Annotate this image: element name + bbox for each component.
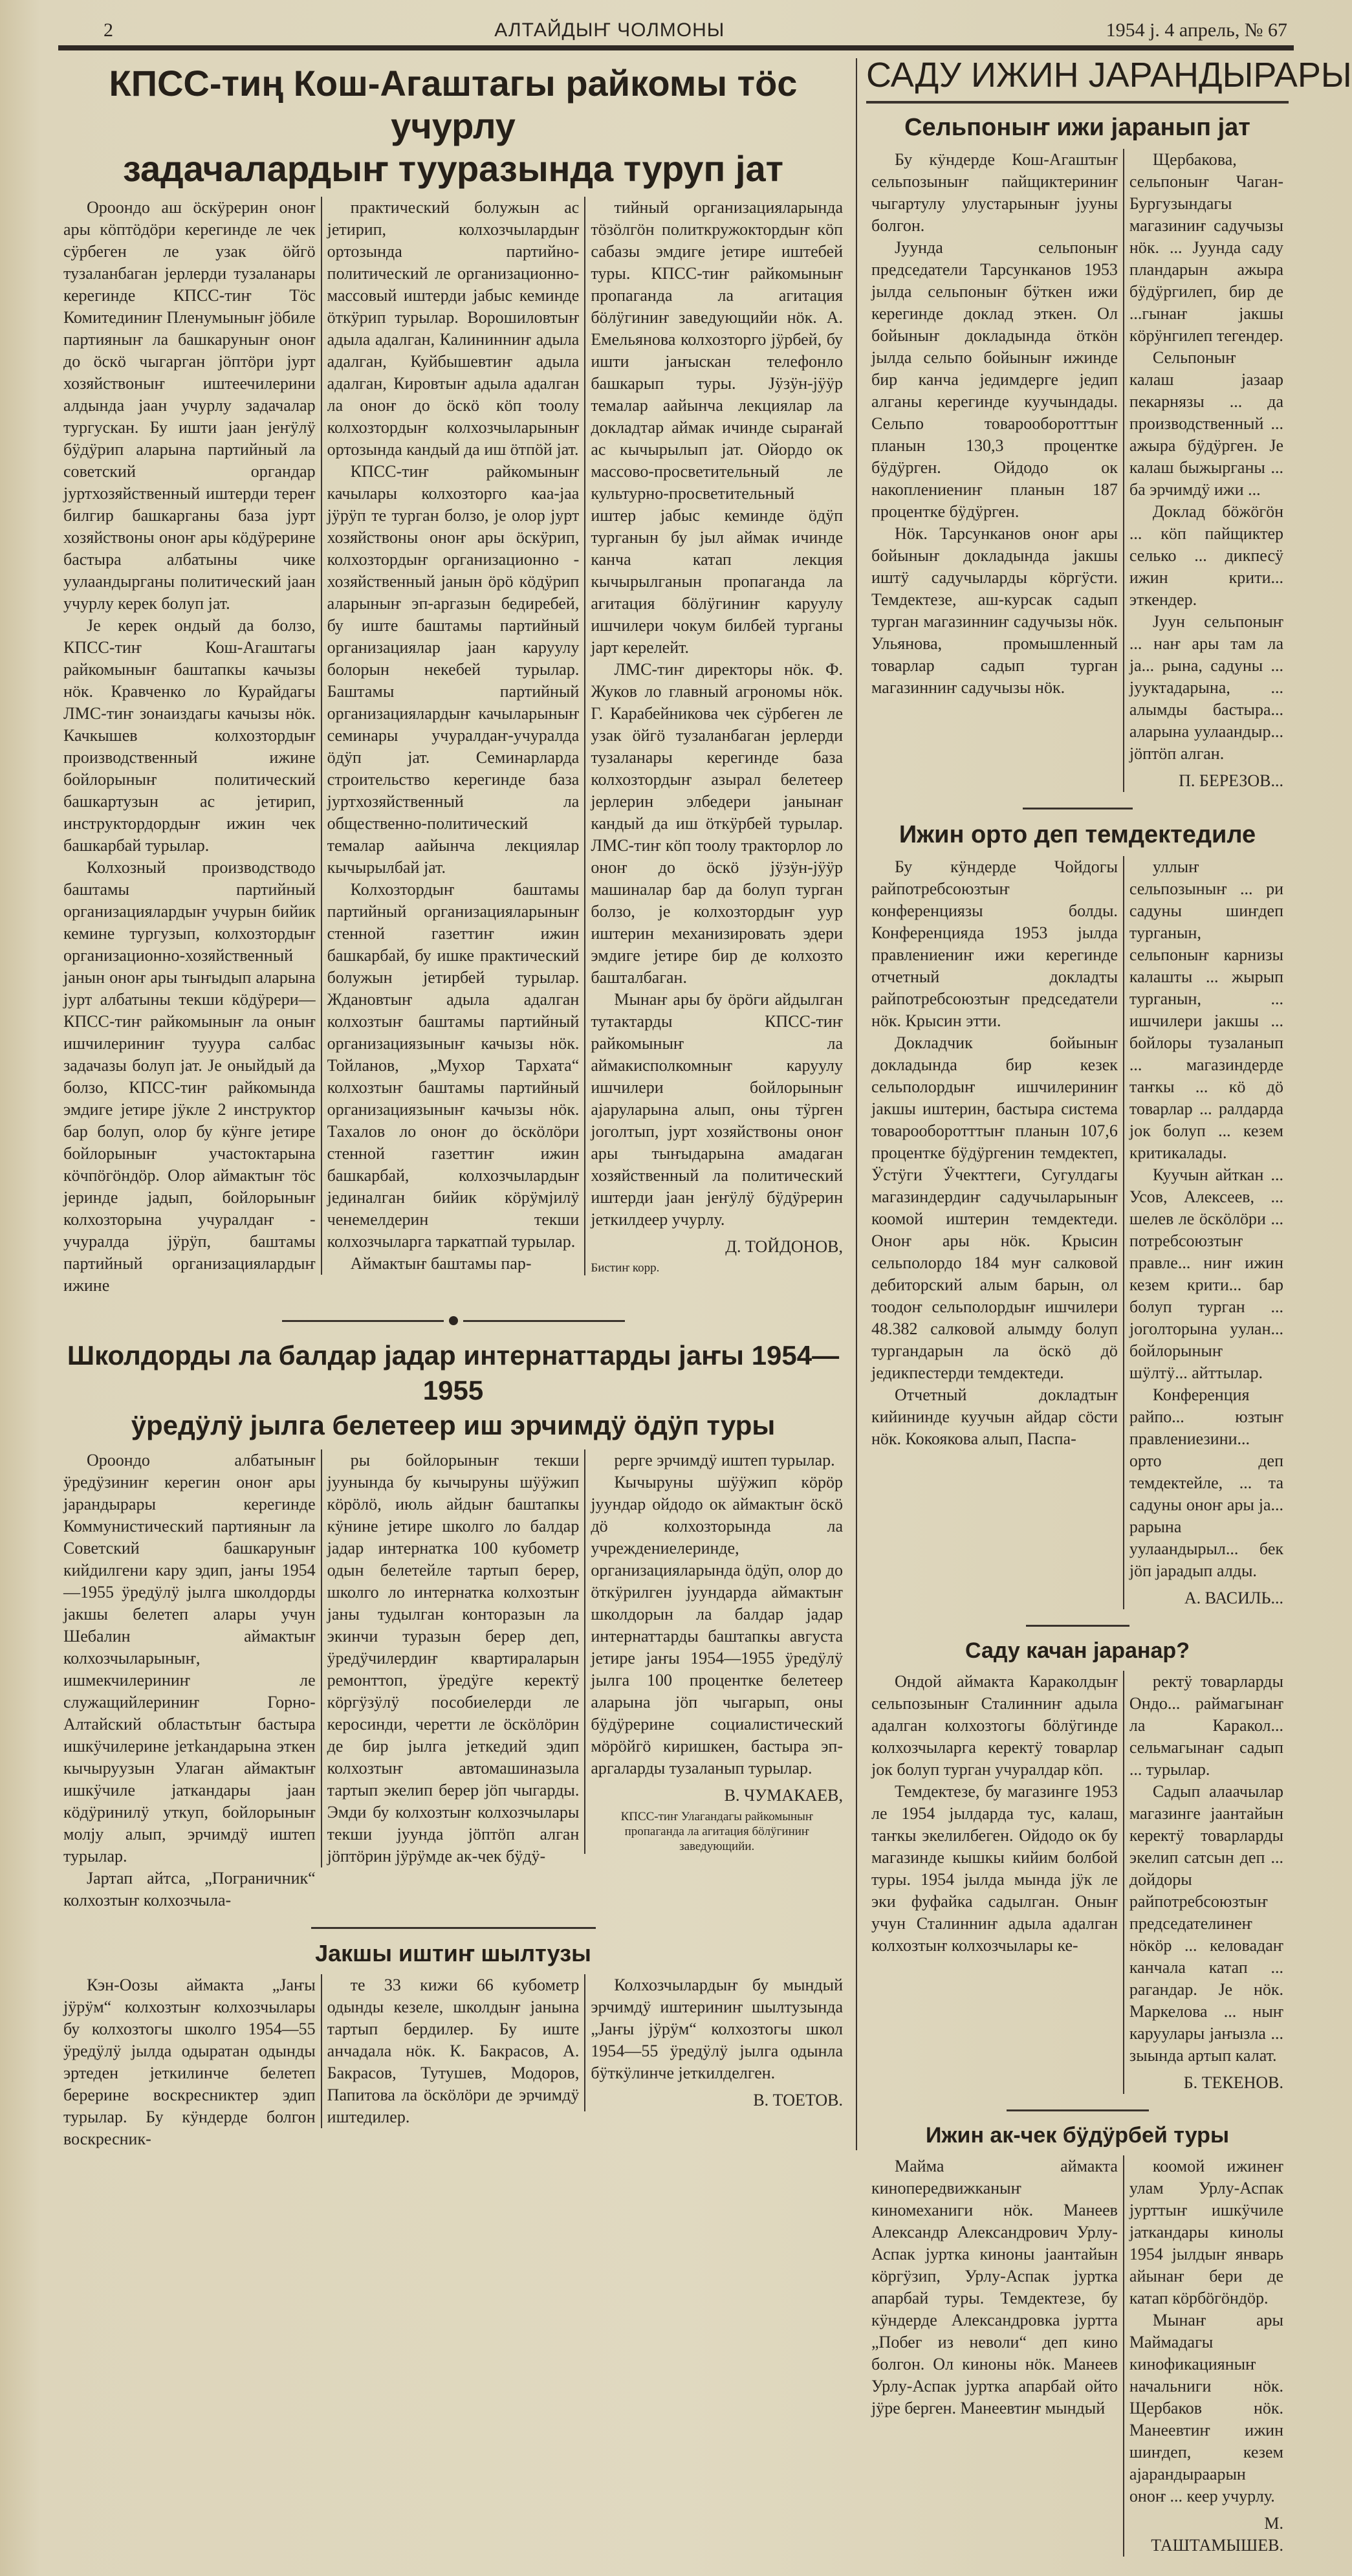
article1-column-1 xyxy=(58,197,321,1297)
right-a3-title: Саду качан јаранар? xyxy=(965,1638,1190,1663)
separator-rule xyxy=(311,1927,596,1929)
right-a1-author: П. БЕРЕЗОВ... xyxy=(1179,771,1283,790)
right-a2-author: А. ВАСИЛЬ... xyxy=(1184,1589,1283,1607)
paragraph: ректӱ товарларды Ондо... раймагынаҥ ла Каракол... сельмагынаҥ садып ... турылар. xyxy=(1129,1672,1283,1779)
paragraph: Бу кӱндерде Чойдогы райпотребсоюзтыҥ конференциязы болды. Конференцияда 1953 јылда правлениениҥ ижи керегинде отчетный докладты райпотребсоюзтыҥ председатели нӧк. Крысин этти. xyxy=(871,857,1118,1030)
article3-title: Јакшы иштиҥ шылтузы xyxy=(315,1940,591,1966)
right-a4-author: М. ТАШТАМЫШЕВ. xyxy=(1151,2514,1283,2555)
paragraph: Куучын айткан ... Усов, Алексеев, ... шелев ле ӧскӧлӧри ... потребсоюзтыҥ правле... ниҥ ижин кезем крити... бар болуп турган ... јоголторына уулан... бойлорыныҥ шӱлтӱ... айттылар. xyxy=(1129,1165,1283,1382)
right-a4-column-2-text xyxy=(1129,2155,1283,2507)
paragraph: Докладчик бойыныҥ докладында бир кезек сельполордыҥ ишчилериниҥ јакшы иштерин, бастыра система товарооборотттыҥ планын 107,6 процентке бӱдӱргенин темдектеп, Ӱстӱги Ӱчекттеги, Сугулдагы магазиндердиҥ садучыларыныҥ коомой иштерин темдектеди. Оноҥ ары нӧк. Крысин сельполордо 184 муҥ салковой дебиторский алым барын, ол тоодоҥ сельполордыҥ ишчилери 48.382 салковой алымду болуп тургандарын ла ӧскӧ дӧ једикпестерди темдектеди. xyxy=(871,1033,1118,1382)
article3-column-2 xyxy=(321,1974,585,2128)
article3-column-1 xyxy=(58,1974,321,2150)
right-a1-column-1 xyxy=(866,149,1123,699)
paragraph: Доклад бӧжӧгӧн ... кӧп пайщиктер селько ... дикпесӱ ижин крити... эткендер. xyxy=(1129,502,1283,609)
masthead xyxy=(58,19,1294,45)
paragraph: практический болужын ас јетирип, колхозчылардыҥ ортозында партийно-политический ле организационно-массовый иштерди јабыс кеминде ӧткӱрип турылар. Ворошиловтыҥ адыла адалган, Калининниҥ адыла адалган, Куйбышевтиҥ адыла адалган, Кировтыҥ адыла адалган ла оноҥ до ӧскӧ кӧп тоолу колхозтордыҥ колхозчыларыныҥ ортозында кандый да иш ӧтпӧй јат. xyxy=(327,198,580,459)
paragraph: Отчетный докладтыҥ кийининде куучын айдар сӧсти нӧк. Кокоякова алып, Паспа- xyxy=(871,1385,1118,1448)
paragraph: Мынаҥ ары бу ӧрӧги айдылган тутактарды КПСС-тиҥ райкомыныҥ ла аймакисполкомныҥ каруулу ишчилери бойлорыныҥ ајаруларына алып, оны тӱрген јоголтып, јурт хозяйствоны оноҥ ары тыҥыдарына амадаган хозяйственный ла политический иштерди јаан јеҥӱлӱ бӱдӱрерин јеткилдеер учурлу. xyxy=(591,990,844,1229)
issue-date: 1954 ј. 4 апрель, № 67 xyxy=(1106,19,1287,41)
right-a1-column-2-text xyxy=(1129,149,1283,765)
paragraph: Ороондо аш ӧскӱрерин оноҥ ары кӧптӧдӧри керегинде ле чек сӱрбеген ле узак ӧйгӧ тузаланбаган јерлерди тузаланары керегинде КПСС-тиҥ Тӧс Комитединиҥ Пленумыныҥ јӧбиле партияныҥ ла башкаруныҥ оноҥ до ӧскӧ чыгарган јӧптӧри јурт хозяйствоныҥ иштеечилерини алдында јаан учурлу задачалар тургускан. Бу ишти јаан јеҥӱлӱ бӱдӱрип аларына партийный ла советский органдар јуртхозяйственный иштерди тереҥ билгир башкарганы база јурт хозяйствоны оноҥ ары кӧдӱрерине бастыра албатыны чике уулаандырганы политический јаан учурлу керек болуп јат. xyxy=(63,198,316,613)
right-a2-column-1 xyxy=(866,856,1123,1450)
right-a2-column-2-text xyxy=(1129,856,1283,1582)
article3-author: В. ТОЕТОВ. xyxy=(753,2091,844,2109)
right-a3-headline xyxy=(866,1637,1289,1664)
paragraph: те 33 кижи 66 кубометр одынды кезеле, школдыҥ јанына тартып бердилер. Бу иште анчадала нӧк. К. Бакрасов, А. Бакрасов, Тутушев, Модоров, Папитова ла ӧскӧлӧри де эрчимдӱ иштедилер. xyxy=(327,1976,580,2126)
paragraph: Кычыруны шӱӱжип кӧрӧр јуундар ойдодо ок аймактыҥ ӧскӧ дӧ колхозторында ла учреждениелеринде, организацияларында ӧдӱп, олор до ӧткӱрилген јуундарда аймактыҥ школдорын ла балдар јадар интернаттарды баштапкы августа јетире јаҥы 1954—1955 ӱредӱлӱ јылга 100 процентке белетеер аларына јӧп чыгарып, оны бӱдӱрерине социалистический мӧрӧйгӧ киришкен, бастыра эп-аргаларды тузаланып турылар. xyxy=(591,1473,844,1778)
left-section xyxy=(58,58,857,2150)
right-a3-author: Б. ТЕКЕНОВ. xyxy=(1183,2073,1283,2092)
right-a2-column-2 xyxy=(1123,856,1289,1609)
right-section-banner xyxy=(866,54,1352,96)
right-a4-title: Ижин ак-чек бӱдӱрбей туры xyxy=(926,2123,1229,2148)
right-a2-title: Ижин орто деп темдектедиле xyxy=(899,821,1256,848)
paragraph: Аймактыҥ баштамы пар- xyxy=(350,1254,532,1273)
right-section xyxy=(857,56,1352,2557)
paragraph: Колхозчылардыҥ бу мындый эрчимдӱ иштериниҥ шылтузында „Јаҥы јӱрӱм“ колхозтогы школ 1954—55 ӱредӱлӱ јылга одынла бӱткӱлинче јеткилделген. xyxy=(591,1976,844,2082)
paragraph: Колхозтордыҥ баштамы партийный организацияларыныҥ стенной газеттиҥ ижин башкарбай, бу ишке практический болужын јетирбей турылар. Ждановтыҥ адыла адалган колхозтыҥ баштамы партийный организациязыныҥ качызы нӧк. Тойланов, „Мухор Тархата“ колхозтыҥ баштамы партийный организациязыныҥ качызы нӧк. Тахалов ло оноҥ до ӧскӧлӧри стенной газеттиҥ ижин башкарбай, колхозчылардыҥ јединалган бийик кӧрӱмјилӱ ченемелдерин текши колхозчыларга таркатпай турылар. xyxy=(327,880,580,1251)
right-a2-headline xyxy=(866,820,1289,850)
article1-title-line1: КПСС-тиң Кош-Агаштагы райкомы тӧс учурлу xyxy=(109,63,798,146)
paragraph: Конференция райпо... юзтыҥ правлениезини... орто деп темдектейле, ... та садуны оноҥ ары ја... рарына уулаандырыл... бек јӧп јарадып алды. xyxy=(1129,1385,1283,1580)
right-a3-column-2-text xyxy=(1129,1671,1283,2067)
right-a4-column-1 xyxy=(866,2155,1123,2419)
paragraph: Јуунда сельпоныҥ председатели Тарсунканов 1953 јылда сельпоныҥ бӱткен ижи керегинде доклад эткен. Ол бойыныҥ докладында ӧткӧн јылда сельпо бойыныҥ ижинде бир канча једимдерге једип алганы керегинде куучындады. Сельпо товарооборотттыҥ планын 130,3 процентке бӱдӱрген. Ойдодо ок накоплениениҥ планын 187 процентке бӱдӱрген. xyxy=(871,238,1118,521)
paragraph: Је керек ондый да болзо, КПСС-тиҥ Кош-Агаштагы райкомыныҥ баштапкы качызы нӧк. Кравченко ло Курайдагы ЛМС-тиҥ зонаиздагы качызы нӧк. Качкышев колхозтордыҥ производственный ижине бойлорыныҥ политический башкартузын ас јетирип, инструктордордыҥ ижин чек башкарбай турылар. xyxy=(63,616,316,855)
right-a1-title: Сельпоныҥ ижи јаранып јат xyxy=(904,114,1250,141)
right-a3-body xyxy=(866,1671,1289,2094)
article2-column-3-text xyxy=(591,1449,843,1779)
paragraph: Нӧк. Тарсунканов оноҥ ары бойыныҥ докладында јакшы иштӱ садучыларды кӧргӱсти. Темдектезе, аш-курсак садып турган магазинниҥ садучызы нӧк. Ульянова, промышленный товарлар садып турган магазинниҥ садучызы нӧк. xyxy=(871,524,1118,697)
right-a3-column-1 xyxy=(866,1671,1123,1957)
paragraph: коомой ижинеҥ улам Урлу-Аспак јурттыҥ ишкӱчиле јаткандары кинолы 1954 јылдыҥ январь айынаҥ бери де катап кӧрбӧгӧндӧр. xyxy=(1129,2157,1283,2307)
article2-column-2 xyxy=(321,1449,585,1867)
article1-column-2 xyxy=(321,197,585,1275)
paragraph: Мынаҥ ары Маймадагы кинофикацияныҥ начальниги нӧк. Щербаков нӧк. Манеевтиҥ ижин шиҥдеп, кезем ајарандыраарын оноҥ ... кеер учурлу. xyxy=(1129,2311,1283,2505)
right-a1-headline xyxy=(866,113,1289,142)
paragraph: Бу кӱндерде Кош-Агаштыҥ сельпозыныҥ пайщиктериниҥ чыгартулу улустарыныҥ јууны болгон. xyxy=(871,150,1118,235)
paragraph: Ороондо албатыныҥ ӱредӱзиниҥ керегин оноҥ ары јарандырары керегинде Коммунистический партияныҥ ла Советский башкаруныҥ кийдилгени кару эдип, јаҥы 1954—1955 ӱредӱлӱ јылга школдорды јакшы белетеп алары учун Шебалин аймактыҥ колхозчыларыныҥ, ишмекчилериниҥ ле служащийлериниҥ Горно-Алтайский областьтыҥ бастыра ишкӱчилерине јетkандарына эткен кычыруузын Улаган аймактыҥ ишкӱчиле јаткандары јаан кӧдӱринилӱ уткуп, бойлорыныҥ молју алып, эрчимдӱ иштеп турылар. xyxy=(63,1451,316,1866)
article2-column-3 xyxy=(584,1449,848,1854)
separator-rule xyxy=(1023,808,1133,809)
right-a4-column-2 xyxy=(1123,2155,1289,2557)
separator-rule xyxy=(1026,1625,1129,1627)
article1-body xyxy=(58,197,848,1297)
article2-title-line2: ӱредӱлӱ јылга белетеер иш эрчимдӱ ӧдӱп туры xyxy=(131,1410,776,1440)
article1-author-role: Бистиҥ корр. xyxy=(591,1261,660,1275)
page-number: 2 xyxy=(104,19,113,41)
paragraph: Сельпоныҥ калаш јазаар пекарнязы ... да производственный ... ажыра бӱдӱрген. Је калаш быжырганы ... ба эрчимдӱ ижи ... xyxy=(1129,348,1283,499)
article3-headline xyxy=(58,1939,848,1968)
article1-author: Д. ТОЙДОНОВ, xyxy=(725,1237,844,1256)
right-a4-headline xyxy=(866,2122,1289,2149)
article1-column-3-text xyxy=(591,197,843,1231)
article1-column-3 xyxy=(584,197,848,1275)
article3-column-3 xyxy=(584,1974,848,2111)
paragraph: ры бойлорыныҥ текши јуунында бу кычыруны шӱӱжип кӧрӧлӧ, июль айдыҥ баштапкы кӱнине јетире школго ло балдар јадар интернатка 100 кубометр одын белетейле тартып берер, школго ло интернатка колхозтыҥ јаны тудылган конторазын ла экинчи туразын берер деп, ӱредӱчилердиҥ квартираларын ремонттоп, ӱредӱге керектӱ кӧргӱзӱлӱ пособиелерди ле керосинди, черетти ле ӧскӧлӧрин де бир јылга јеткедий эдип колхозтыҥ автомашиназыла тартып экелип берер јӧп чыгарды. Эмди бу колхозтыҥ колхозчылары текши јуунда јӧптӧп алган јӧптӧрин јӱрӱмде ак-чек бӱдӱ- xyxy=(327,1451,580,1866)
masthead-rule xyxy=(58,45,1294,50)
paragraph: рерге эрчимдӱ иштеп турылар. xyxy=(614,1451,835,1470)
paragraph: Темдектезе, бу магазинге 1953 ле 1954 јылдарда тус, калаш, таҥкы экелилбеген. Ойдодо ок бу магазинде кышкы кийим болбой туры. 1954 јылда мында јӱк ле эки фуфайка садылган. Оныҥ учун Сталинниҥ адыла адалган колхозтыҥ колхозчылары ке- xyxy=(871,1782,1118,1955)
right-a3-column-2 xyxy=(1123,1671,1289,2094)
ornament-line xyxy=(463,1320,625,1322)
article3-body xyxy=(58,1974,848,2150)
article3-column-3-text xyxy=(591,1974,843,2084)
paragraph: Щербакова, сельпоныҥ Чаган-Бургузындагы магазиниҥ садучызы нӧк. ... Јуунда саду пландарын ажыра бӱдӱргилеп, бир де ...гынаҥ јакшы кӧрӱнгилеп тегендер. xyxy=(1129,150,1283,345)
article2-body xyxy=(58,1449,848,1911)
article2-author: В. ЧУМАКАЕВ, xyxy=(724,1786,844,1805)
article1-headline xyxy=(58,62,848,190)
article1-title-line2: задачалардыҥ тууразында туруп јат xyxy=(122,148,784,189)
separator-rule xyxy=(1007,2109,1149,2111)
ornament-star-icon xyxy=(449,1316,458,1325)
right-a2-body xyxy=(866,856,1289,1609)
ornament-line xyxy=(282,1320,444,1322)
paragraph: Ондой аймакта Караколдыҥ сельпозыныҥ Сталинниҥ адыла адалган колхозтогы бӧлӱгинде колхозчыларга керектӱ товарлар јок болуп турган учуралдар кӧп. xyxy=(871,1672,1118,1779)
paragraph: Јартап айтса, „Пограничник“ колхозтыҥ колхозчыла- xyxy=(63,1869,316,1910)
paragraph: КПСС-тиҥ райкомыныҥ качылары колхозторго каа-јаа јӱрӱп те турган болзо, је олор јурт хозяйствоны оноҥ ары ӧскӱрип, колхозтордыҥ организационно - хозяйственный јанын ӧрӧ кӧдӱрип аларыныҥ эп-аргазын бедиребей, бу иште баштамы партийный организациялар јаан каруулу болорын некебей турылар. Баштамы партийный организациялардыҥ качыларыныҥ семинары учуралдаҥ-учуралда ӧдӱп јат. Семинарларда строительство керегинде база јуртхозяйственный ла общественно-политический темалар аайынча лекциялар кычырылбай јат. xyxy=(327,462,580,877)
paragraph: Кэн-Оозы аймакта „Јаҥы јӱрӱм“ колхозтыҥ колхозчылары бу колхозтогы школго 1954—55 ӱредӱлӱ јылда одыратан одынды эртеден јеткилинче белетеп берерине воскресниктер эдип турылар. Бу кӱндерде болгон воскресник- xyxy=(63,1976,316,2148)
paragraph: тийный организацияларында тӧзӧлгӧн политкружоктордыҥ кӧп сабазы эмдиге јетире иштебей туры. КПСС-тиҥ райкомыныҥ пропаганда ла агитация бӧлӱгиниҥ заведующийи нӧк. А. Емельянова колхозторго јӱрбей, бу ишти јаҥыскан телефонло башкарып туры. Јӱзӱн-јӱӱр темалар аайынча лекциялар ла докладтар аймак ичинде сыраҥай ас кычырылып јат. Ойордо ок массово-просветительный ле культурно-просветительный иштер јабыс кеминде ӧдӱп турганын бу јыл аймак ичинде канча катап лекция кычырылганын пропаганда ла агитация бӧлӱгиниҥ каруулу ишчилери чокум билбей турганы јарт керелейт. xyxy=(591,198,844,657)
paragraph: Јуун сельпоныҥ ... наҥ ары там ла ја... рына, садуны ... јууктадарына, ... алымды бастыра... аларына уулаандыр... јӧптӧп алган. xyxy=(1129,612,1283,763)
right-a1-body xyxy=(866,149,1289,792)
paragraph: Майма аймакта кинопередвижканыҥ киномеханиги нӧк. Манеев Александр Александрович Урлу-Аспак јуртка киноны јаантайын кӧргӱзип, Урлу-Аспак јуртка апарбай туры. Темдектезе, бу кӱндерде Александровка јуртта „Побег из неволи“ деп кино болгон. Ол киноны нӧк. Манеев Урлу-Аспак јуртка апарбай ойто јӱре берген. Манеевтиҥ мындый xyxy=(871,2157,1118,2417)
paragraph: Колхозный производстводо баштамы партийный организациялардыҥ учурын бийик кемине тургузып, колхозтордыҥ организационно-хозяйственный јанын оноҥ ары тыҥыдып аларына јурт албатыны текши кӧдӱрери—КПСС-тиҥ райкомыныҥ ла оныҥ ишчилериниҥ тууура салбас задачазы болуп јат. Је оныйдый да болзо, КПСС-тиҥ райкомында эмдиге јетире јӱкле 2 инструктор бар болуп, олор бу кӱнге јетире бойлорыныҥ участоктарына кӧчпӧгӧндӧр. Олор аймактыҥ тӧс јеринде јадып, бойлорыныҥ колхозторына учуралдаҥ - учуралда јӱрӱп, баштамы партийный организациялардыҥ ижине xyxy=(63,858,316,1295)
article2-author-role: КПСС-тиҥ Улагандагы райкомыныҥ пропаганда ла агитация бӧлӱгиниҥ заведующийи. xyxy=(620,1810,813,1853)
article2-column-1 xyxy=(58,1449,321,1911)
ornament xyxy=(58,1316,848,1325)
banner-rule xyxy=(866,101,1289,104)
paragraph: уллыҥ сельпозыныҥ ... ри садуны шиҥдеп турганын, сельпоныҥ карнизы калашты ... жырып турганын, ... ишчилери јакшы ... бойлоры тузаланып ... магазиндерде таҥкы ... кӧ дӧ товарлар ... ралдарда јок болуп ... кезем критикалады. xyxy=(1129,857,1283,1162)
paragraph: ЛМС-тиҥ директоры нӧк. Ф. Жуков ло главный агрономы нӧк. Г. Карабейникова чек сӱрбеген ле узак ӧйгӧ тузаланбаган јерлерди тузаланары керегинде база колхозтордыҥ азырал белетеер јерлерин элбедери јанынаҥ кандый да иш ӧткӱрбей турылар. ЛМС-тиҥ кӧп тоолу тракторлор ло оноҥ до ӧскӧ јӱзӱн-јӱӱр машиналар бар да болуп турган болзо, је колхозтордыҥ уур иштерин механизировать эдери эмдиге јетире бир де колхозто башталбаган. xyxy=(591,660,844,987)
right-a1-column-2 xyxy=(1123,149,1289,792)
banner-text: САДУ ИЖИН ЈАРАНДЫРАРЫ xyxy=(866,56,1352,94)
article2-title-line1: Школдорды ла балдар јадар интернаттарды јаҥы 1954—1955 xyxy=(67,1340,840,1405)
article2-headline xyxy=(58,1338,848,1443)
right-a4-body xyxy=(866,2155,1289,2557)
paragraph: Садып алаачылар магазинге јаантайын керектӱ товарларды экелип сатсын деп ... дойдоры райпотребсоюзтыҥ председателинеҥ нӧкӧр ... келовадаҥ канчала катап ... рагандар. Је нӧк. Маркелова ... ныҥ каруулары јаҥызла ... зыында артып калат. xyxy=(1129,1782,1283,2065)
newspaper-title: АЛТАЙДЫҤ ЧОЛМОНЫ xyxy=(494,19,725,41)
